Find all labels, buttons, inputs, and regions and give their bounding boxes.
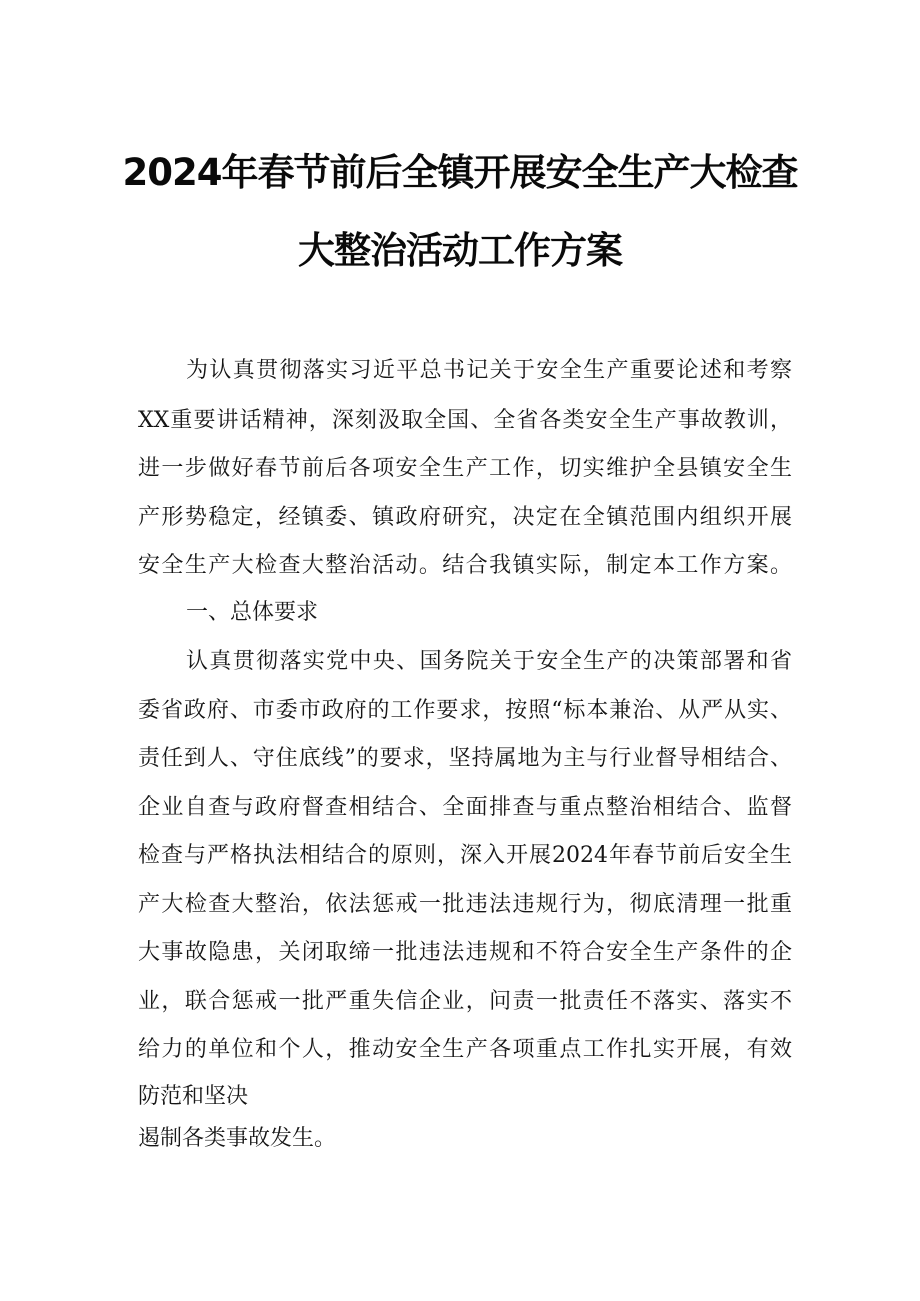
paragraph-line: 遏制各类事故发生。 — [138, 1126, 337, 1151]
paragraph-line: 检查与严格执法相结合的原则，深入开展2024年春节前后安全生 — [138, 843, 792, 868]
paragraph-line: XX重要讲话精神，深刻汲取全国、全省各类安全生产事故教训， — [138, 408, 792, 433]
paragraph-line: 责任到人、守住底线”的要求，坚持属地为主与行业督导相结合、 — [138, 746, 792, 771]
paragraph-line: 防范和坚决 — [138, 1084, 249, 1109]
paragraph-line: 进一步做好春节前后各项安全生产工作，切实维护全县镇安全生 — [138, 456, 792, 481]
paragraph-line: 给力的单位和个人，推动安全生产各项重点工作扎实开展，有效 — [138, 1037, 792, 1062]
paragraph-line: 产大检查大整治，依法惩戒一批违法违规行为，彻底清理一批重 — [138, 892, 792, 917]
section-heading: 一、总体要求 — [186, 600, 319, 625]
document-title-line-2: 大整治活动工作方案 — [298, 229, 622, 272]
paragraph-line: 大事故隐患，关闭取缔一批违法违规和不符合安全生产条件的企 — [138, 940, 792, 965]
paragraph-line: 安全生产大检查大整治活动。结合我镇实际，制定本工作方案。 — [138, 553, 792, 578]
paragraph-line: 业，联合惩戒一批严重失信企业，问责一批责任不落实、落实不 — [138, 989, 792, 1014]
paragraph-line: 产形势稳定，经镇委、镇政府研究，决定在全镇范围内组织开展 — [138, 505, 792, 530]
document-title-line-1: 2024年春节前后全镇开展安全生产大检查 — [122, 151, 798, 194]
paragraph-line: 为认真贯彻落实习近平总书记关于安全生产重要论述和考察 — [186, 358, 792, 383]
paragraph-line: 委省政府、市委市政府的工作要求，按照“标本兼治、从严从实、 — [138, 698, 792, 723]
paragraph-line: 认真贯彻落实党中央、国务院关于安全生产的决策部署和省 — [186, 649, 792, 674]
paragraph-line: 企业自查与政府督查相结合、全面排查与重点整治相结合、监督 — [138, 795, 792, 820]
